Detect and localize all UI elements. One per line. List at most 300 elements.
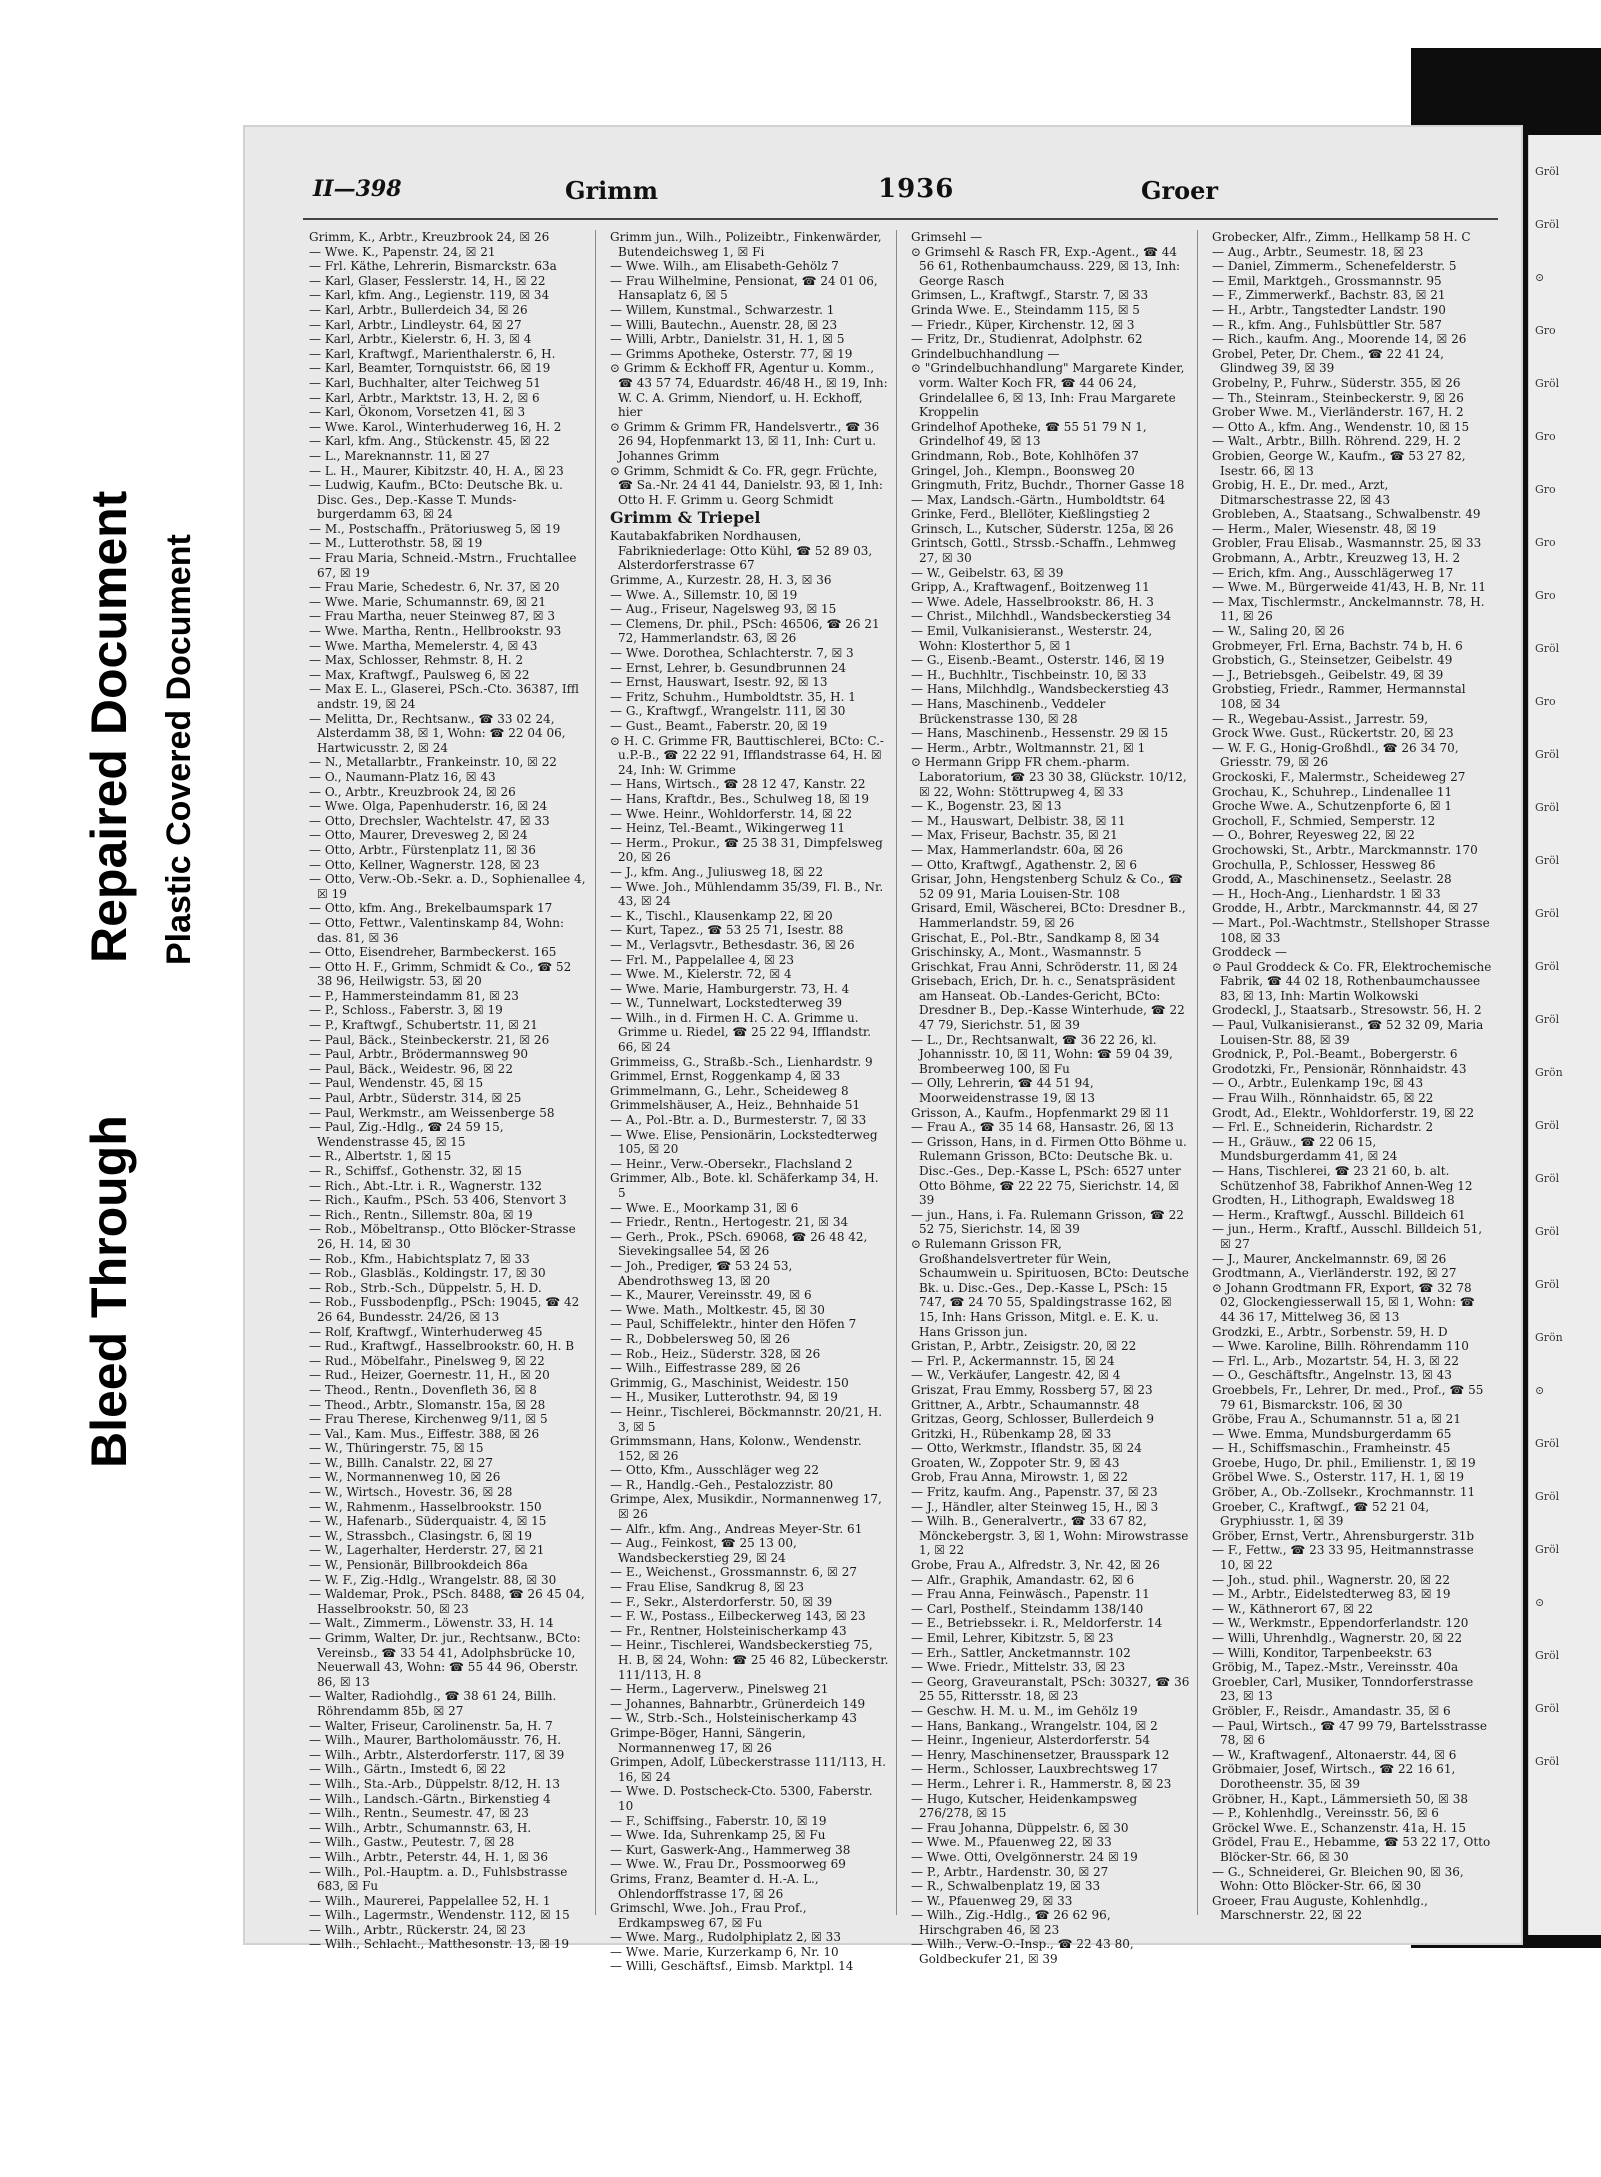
directory-entry: ⊙ Rulemann Grisson FR, Großhandelsvertreter für Wein, Schaumwein u. Spirituosen, BCto: Deutsche Bk. u. Disc.-Ges., Dep.-Kasse L, PSch: 15 747, ☎ 24 70 55, Spaldingstrasse 162, ☒ 15, Inh: Hans Grisson, Mitgl. e. E. K. u. Hans Grisson jun. (911, 1236, 1189, 1339)
directory-entry: — Aug., Feinkost, ☎ 25 13 00, Wandsbeckerstieg 29, ☒ 24 (610, 1536, 797, 1565)
directory-entry: — Max, Hammerlandstr. 60a, ☒ 26 (911, 842, 1124, 857)
directory-entry: — W., Wirtsch., Hovestr. 36, ☒ 28 (309, 1485, 513, 1500)
directory-entry: Grinsch, L., Kutscher, Süderstr. 125a, ☒ 26 (911, 521, 1174, 536)
directory-entry: — W., Thüringerstr. 75, ☒ 15 (309, 1441, 484, 1456)
directory-entry: — W., Strassbch., Clasingstr. 6, ☒ 19 (309, 1528, 533, 1543)
directory-entry: — Walter, Radiohdlg., ☎ 38 61 24, Billh. Röhrendamm 85b, ☒ 27 (309, 1689, 557, 1718)
directory-entry: — O., Geschäftsftr., Angelnstr. 13, ☒ 43 (1212, 1368, 1452, 1383)
directory-entry: Grodd, A., Maschinensetz., Seelastr. 28 (1212, 872, 1452, 887)
directory-entry: — Daniel, Zimmerm., Schenefelderstr. 5 (1212, 259, 1457, 274)
directory-entry: — M., Arbtr., Eidelstedterweg 83, ☒ 19 (1212, 1587, 1451, 1602)
directory-entry: — Emil, Lehrer, Kibitzstr. 5, ☒ 23 (911, 1631, 1114, 1645)
directory-entry: — Frau Therese, Kirchenweg 9/11, ☒ 5 (309, 1412, 548, 1427)
directory-entry: — H., Musiker, Lutterothstr. 94, ☒ 19 (610, 1390, 838, 1405)
directory-entry: Grobig, H. E., Dr. med., Arzt, Ditmarschestrasse 22, ☒ 43 (1212, 478, 1391, 507)
directory-column-1 (303, 230, 596, 1952)
directory-entry: — W., Rahmenm., Hasselbrookstr. 150 (309, 1499, 542, 1514)
directory-entry: — Hugo, Kutscher, Heidenkampsweg 276/278, ☒ 15 (911, 1791, 1138, 1821)
directory-entry: Grockoski, F., Malermstr., Scheideweg 27 (1212, 769, 1466, 784)
directory-entry: — Otto, Werkmstr., Iflandstr. 35, ☒ 24 (911, 1441, 1142, 1456)
directory-entry: — Val., Kam. Mus., Eiffestr. 388, ☒ 26 (309, 1426, 540, 1441)
directory-entry: — Paul, Arbtr., Süderstr. 314, ☒ 25 (309, 1091, 522, 1106)
directory-entry: — Wwe. W., Frau Dr., Possmoorweg 69 (610, 1857, 846, 1872)
adjacent-page-fragment: Gröl (1535, 1649, 1560, 1662)
directory-entry: Grodotzki, Fr., Pensionär, Rönnhaidstr. 43 (1212, 1061, 1467, 1076)
directory-entry: Grodeckl, J., Staatsarb., Stresowstr. 56, H. 2 (1212, 1003, 1482, 1018)
directory-entry: — Wwe. A., Sillemstr. 10, ☒ 19 (610, 587, 798, 602)
directory-entry: — Paul, Bäck., Steinbeckerstr. 21, ☒ 26 (309, 1032, 550, 1047)
directory-entry: — Th., Steinram., Steinbeckerstr. 9, ☒ 26 (1212, 390, 1464, 405)
directory-entry: — L., Mareknannstr. 11, ☒ 27 (309, 448, 490, 463)
directory-entry: — Olly, Lehrerin, ☎ 44 51 94, Moorweidenstrasse 19, ☒ 13 (911, 1076, 1096, 1106)
directory-entry: — K., Bogenstr. 23, ☒ 13 (911, 799, 1062, 814)
directory-entry: Grimm & Triepel (610, 508, 761, 528)
adjacent-page-fragment: Grön (1535, 1066, 1563, 1079)
directory-entry: Grischat, E., Pol.-Btr., Sandkamp 8, ☒ 34 (911, 930, 1160, 945)
directory-entry: Grock Wwe. Gust., Rückertstr. 20, ☒ 23 (1212, 726, 1454, 741)
adjacent-page-fragment: Gröl (1535, 960, 1560, 973)
directory-entry: — Georg, Graveuranstalt, PSch: 30327, ☎ 36 25 55, Rittersstr. 18, ☒ 23 (911, 1674, 1190, 1704)
directory-entry: Grimsehl — (911, 230, 983, 244)
directory-entry: — M., Postschaffn., Prätoriusweg 5, ☒ 19 (309, 521, 561, 536)
directory-entry: — Christ., Milchhdl., Wandsbeckerstieg 34 (911, 609, 1172, 624)
directory-entry: — R., Handlg.-Geh., Pestalozzistr. 80 (610, 1477, 834, 1492)
directory-entry: — Max, Tischlermstr., Anckelmannstr. 78, H. 11, ☒ 26 (1212, 594, 1485, 624)
directory-entry: — Herm., Prokur., ☎ 25 38 31, Dimpfelsweg 20, ☒ 26 (610, 835, 883, 865)
directory-entry: — Johannes, Bahnarbtr., Grünerdeich 149 (610, 1696, 866, 1711)
directory-columns (303, 230, 1498, 1974)
directory-entry: — Mart., Pol.-Wachtmstr., Stellshoper Strasse 108, ☒ 33 (1212, 915, 1490, 945)
directory-entry: — Wwe. Olga, Papenhuderstr. 16, ☒ 24 (309, 799, 548, 814)
directory-entry: — Wwe. Karol., Winterhuderweg 16, H. 2 (309, 419, 562, 434)
adjacent-page-fragment: Gröl (1535, 1702, 1560, 1715)
directory-entry: Grodzki, E., Arbtr., Sorbenstr. 59, H. D (1212, 1324, 1448, 1339)
directory-entry: Gripp, A., Kraftwagenf., Boitzenweg 11 (911, 580, 1150, 595)
adjacent-page-fragment: Gro (1535, 589, 1556, 602)
directory-entry: Groebe, Hugo, Dr. phil., Emilienstr. 1, ☒ 19 (1212, 1455, 1476, 1470)
directory-entry: — Wwe. Math., Moltkestr. 45, ☒ 30 (610, 1302, 825, 1317)
directory-entry: — Gerh., Prok., PSch. 69068, ☎ 26 48 42, Sievekingsallee 54, ☒ 26 (610, 1229, 868, 1259)
directory-entry: — Frau Martha, neuer Steinweg 87, ☒ 3 (309, 609, 555, 624)
directory-entry: — Karl, Beamter, Tornquiststr. 66, ☒ 19 (309, 361, 551, 376)
directory-entry: Grimmer, Alb., Bote. kl. Schäferkamp 34, H. 5 (610, 1171, 879, 1200)
directory-entry: — H., Arbtr., Tangstedter Landstr. 190 (1212, 302, 1446, 317)
directory-entry: — J., Betriebsgeh., Geibelstr. 49, ☒ 39 (1212, 667, 1444, 682)
directory-entry: Grimpen, Adolf, Lübeckerstrasse 111/113, H. 16, ☒ 24 (610, 1755, 886, 1784)
directory-entry: — jun., Hans, i. Fa. Rulemann Grisson, ☎ 22 52 75, Sierichstr. 14, ☒ 39 (911, 1207, 1184, 1237)
directory-entry: — Wwe. Marie, Kurzerkamp 6, Nr. 10 (610, 1944, 839, 1959)
directory-entry: Grobelny, P., Fuhrw., Süderstr. 355, ☒ 26 (1212, 375, 1461, 390)
directory-entry: — Joh., Prediger, ☎ 53 24 53, Abendrothsweg 13, ☒ 20 (610, 1258, 793, 1288)
directory-entry: — Otto H. F., Grimm, Schmidt & Co., ☎ 52 38 96, Heilwigstr. 53, ☒ 20 (309, 959, 572, 989)
directory-entry: — Rud., Heizer, Goernestr. 11, H., ☒ 20 (309, 1368, 550, 1383)
directory-entry: Grodtmann, A., Vierländerstr. 192, ☒ 27 (1212, 1266, 1457, 1281)
directory-entry: — Hans, Maschinenb., Hessenstr. 29 ☒ 15 (911, 726, 1169, 741)
directory-entry: ⊙ "Grindelbuchhandlung" Margarete Kinder, vorm. Walter Koch FR, ☎ 44 06 24, Grindelallee 6, ☒ 13, Inh: Frau Margarete Kroppelin (911, 361, 1185, 420)
directory-entry: — Karl, Arbtr., Bullerdeich 34, ☒ 26 (309, 302, 528, 317)
directory-entry: Grodten, H., Lithograph, Ewaldsweg 18 (1212, 1193, 1455, 1208)
adjacent-page-fragment: Gröl (1535, 1225, 1560, 1238)
directory-entry: Grinda Wwe. E., Steindamm 115, ☒ 5 (911, 302, 1140, 317)
directory-entry: — Wwe. Emma, Mundsburgerdamm 65 (1212, 1426, 1452, 1441)
directory-entry: — Wilh., Arbtr., Rückerstr. 24, ☒ 23 (309, 1922, 526, 1937)
directory-entry: — Hans, Kraftdr., Bes., Schulweg 18, ☒ 19 (610, 791, 869, 806)
directory-entry: Grobe, Frau A., Alfredstr. 3, Nr. 42, ☒ 26 (911, 1558, 1160, 1573)
directory-entry: — W., Hafenarb., Süderquaistr. 4, ☒ 15 (309, 1514, 547, 1529)
adjacent-page-fragment: Gröl (1535, 1755, 1560, 1768)
directory-entry: — Otto, Drechsler, Wachtelstr. 47, ☒ 33 (309, 813, 550, 828)
directory-entry: Grimmig, G., Maschinist, Weidestr. 150 (610, 1375, 849, 1390)
directory-entry: — Rob., Fussbodenpflg., PSch: 19045, ☎ 42 26 64, Bundesstr. 24/26, ☒ 13 (309, 1295, 580, 1324)
directory-entry: — Fritz, kaufm. Ang., Papenstr. 37, ☒ 23 (911, 1485, 1158, 1500)
adjacent-page-fragment: Gröl (1535, 1119, 1560, 1132)
adjacent-page-edge (1528, 135, 1601, 1935)
directory-entry: Grimmelshäuser, A., Heiz., Behnhaide 51 (610, 1098, 861, 1113)
directory-entry: — Wwe. K., Papenstr. 24, ☒ 21 (309, 244, 496, 259)
adjacent-page-fragment: Gro (1535, 536, 1556, 549)
directory-entry: — Frau Johanna, Düppelstr. 6, ☒ 30 (911, 1820, 1129, 1835)
adjacent-page-fragment: Gro (1535, 695, 1556, 708)
directory-entry: — Wwe. Martha, Memelerstr. 4, ☒ 43 (309, 638, 538, 653)
directory-entry: — Wwe. Heinr., Wohldorferstr. 14, ☒ 22 (610, 806, 853, 821)
directory-entry: — Max, Landsch.-Gärtn., Humboldtstr. 64 (911, 492, 1166, 507)
directory-entry: — L., Dr., Rechtsanwalt, ☎ 36 22 26, kl. Johannisstr. 10, ☒ 11, Wohn: ☎ 59 04 39, Brombeerweg 100, ☒ Fu (911, 1032, 1173, 1076)
directory-entry: — Herm., Arbtr., Woltmannstr. 21, ☒ 1 (911, 740, 1146, 755)
adjacent-page-fragment: Gröl (1535, 1172, 1560, 1185)
directory-entry: Grodde, H., Arbtr., Marckmannstr. 44, ☒ 27 (1212, 901, 1479, 916)
directory-entry: Grodnick, P., Pol.-Beamt., Bobergerstr. 6 (1212, 1047, 1458, 1062)
directory-entry: — Paul, Vulkanisieranst., ☎ 52 32 09, Maria Louisen-Str. 88, ☒ 39 (1212, 1018, 1484, 1047)
directory-entry: Grödel, Frau E., Hebamme, ☎ 53 22 17, Otto Blöcker-Str. 66, ☒ 30 (1212, 1835, 1491, 1864)
directory-entry: — Rud., Kraftwgf., Hasselbrookstr. 60, H. B (309, 1339, 575, 1354)
directory-entry: — Grimm, Walter, Dr. jur., Rechtsanw., BCto: Vereinsb., ☎ 33 54 41, Adolphsbrücke 10, Neuerwall 43, Wohn: ☎ 55 44 96, Oberstr. 86, ☒ 13 (309, 1631, 581, 1689)
directory-entry: Grobien, George W., Kaufm., ☎ 53 27 82, Isestr. 66, ☒ 13 (1212, 448, 1466, 478)
adjacent-page-fragment: Gröl (1535, 1543, 1560, 1556)
directory-entry: Grintsch, Gottl., Strssb.-Schaffn., Lehmweg 27, ☒ 30 (911, 536, 1177, 566)
directory-entry: Gröber, A., Ob.-Zollsekr., Krochmannstr. 11 (1212, 1485, 1476, 1500)
directory-entry: — Paul, Wirtsch., ☎ 47 99 79, Bartelsstrasse 78, ☒ 6 (1212, 1718, 1488, 1748)
directory-entry: — Friedr., Rentn., Hertogestr. 21, ☒ 34 (610, 1215, 849, 1230)
scanned-directory-page (243, 125, 1523, 1974)
directory-entry: — Wilh., Rentn., Seumestr. 47, ☒ 23 (309, 1806, 529, 1821)
directory-entry: — Wwe. E., Moorkamp 31, ☒ 6 (610, 1200, 799, 1215)
directory-column-4 (1206, 230, 1498, 1923)
directory-entry: Grinke, Ferd., Blellöter, Kießlingstieg 2 (911, 507, 1151, 522)
directory-entry: — P., Hammersteindamm 81, ☒ 23 (309, 988, 519, 1003)
top-margin (0, 0, 1600, 48)
directory-entry: — Wilh., Maurerei, Pappelallee 52, H. 1 (309, 1893, 551, 1908)
directory-entry: — H., Buchhltr., Tischbeinstr. 10, ☒ 33 (911, 667, 1147, 682)
adjacent-page-fragment: ⊙ (1535, 1384, 1545, 1397)
directory-entry: — Rob., Strb.-Sch., Düppelstr. 5, H. D. (309, 1280, 542, 1295)
directory-entry: — N., Metallarbtr., Frankeinstr. 10, ☒ 22 (309, 755, 557, 770)
directory-column-2 (604, 230, 897, 1974)
directory-entry: — Theod., Rentn., Dovenfleth 36, ☒ 8 (309, 1382, 537, 1397)
directory-entry: Grober Wwe. M., Vierländerstr. 167, H. 2 (1212, 405, 1464, 420)
directory-entry: — Waldemar, Prok., PSch. 8488, ☎ 26 45 04, Hasselbrookstr. 50, ☒ 23 (309, 1587, 585, 1616)
directory-entry: Gröckel Wwe. E., Schanzenstr. 41a, H. 15 (1212, 1820, 1466, 1835)
directory-entry: — Max, Schlosser, Rehmstr. 8, H. 2 (309, 653, 524, 668)
directory-entry: — J., Händler, alter Steinweg 15, H., ☒ 3 (911, 1499, 1159, 1514)
directory-entry: — Wilh., Arbtr., Alsterdorferstr. 117, ☒ 39 (309, 1747, 565, 1762)
directory-entry: — Emil, Vulkanisieranst., Westerstr. 24, Wohn: Klosterthor 5, ☒ 1 (911, 624, 1153, 653)
directory-entry: Grimsen, L., Kraftwgf., Starstr. 7, ☒ 33 (911, 288, 1149, 303)
directory-entry: — Frau Elise, Sandkrug 8, ☒ 23 (610, 1580, 805, 1595)
directory-entry: — Frl. M., Pappelallee 4, ☒ 23 (610, 952, 795, 967)
directory-entry: Grobel, Peter, Dr. Chem., ☎ 22 41 24, Glindweg 39, ☒ 39 (1212, 346, 1444, 376)
directory-entry: — Wwe. Wilh., am Elisabeth-Gehölz 7 (610, 259, 839, 274)
directory-entry: — W., Käthnerort 67, ☒ 22 (1212, 1601, 1374, 1616)
directory-entry: Grindelhof Apotheke, ☎ 55 51 79 N 1, Grindelhof 49, ☒ 13 (911, 419, 1147, 449)
directory-entry: ⊙ Hermann Gripp FR chem.-pharm. Laboratorium, ☎ 23 30 38, Glückstr. 10/12, ☒ 22, Wohn: Stöttrupweg 4, ☒ 33 (911, 755, 1187, 799)
directory-entry: Grims, Franz, Beamter d. H.-A. L., Ohlendorffstrasse 17, ☒ 26 (610, 1871, 819, 1901)
directory-entry: — Karl, Arbtr., Kielerstr. 6, H. 3, ☒ 4 (309, 332, 532, 347)
adjacent-page-fragment: ⊙ (1535, 271, 1545, 284)
adjacent-page-fragment: Gröl (1535, 854, 1560, 867)
directory-entry: Grimm, K., Arbtr., Kreuzbrook 24, ☒ 26 (309, 230, 550, 244)
directory-entry: — Wwe. Martha, Rentn., Hellbrookstr. 93 (309, 624, 562, 639)
directory-entry: — W., Tunnelwart, Lockstedterweg 39 (610, 996, 842, 1011)
directory-entry: — Ludwig, Kaufm., BCto: Deutsche Bk. u. Disc. Ges., Dep.-Kasse T. Munds-burgerdamm 63, ☒ 24 (309, 478, 563, 522)
directory-entry: Groeber, C., Kraftwgf., ☎ 52 21 04, Gryphiusstr. 1, ☒ 39 (1212, 1499, 1430, 1529)
directory-entry: — Willi, Konditor, Tarpenbeekstr. 63 (1212, 1645, 1433, 1660)
directory-entry: — Otto, Kellner, Wagnerstr. 128, ☒ 23 (309, 857, 540, 872)
directory-entry: — R., Schwalbenplatz 19, ☒ 33 (911, 1879, 1101, 1894)
adjacent-page-fragment: Gro (1535, 430, 1556, 443)
directory-entry: — Max, Kraftwgf., Paulsweg 6, ☒ 22 (309, 667, 530, 682)
adjacent-page-fragment: Gro (1535, 483, 1556, 496)
directory-entry: — Rich., Abt.-Ltr. i. R., Wagnerstr. 132 (309, 1178, 543, 1193)
directory-entry: Grischinsky, A., Mont., Wasmannstr. 5 (911, 945, 1142, 960)
year-heading: 1936 (878, 174, 955, 204)
directory-entry: — Frau Marie, Schedestr. 6, Nr. 37, ☒ 20 (309, 580, 560, 595)
adjacent-page-fragment: Gro (1535, 324, 1556, 337)
directory-entry: — Karl, Arbtr., Lindleystr. 64, ☒ 27 (309, 317, 522, 332)
adjacent-page-fragment: Gröl (1535, 642, 1560, 655)
directory-entry: Grindmann, Rob., Bote, Kohlhöfen 37 (911, 448, 1139, 463)
directory-entry: — Frau Wilh., Rönnhaidstr. 65, ☒ 22 (1212, 1091, 1434, 1106)
directory-entry: — Paul, Bäck., Weidestr. 96, ☒ 22 (309, 1061, 513, 1076)
directory-entry: — Willi, Bautechn., Auenstr. 28, ☒ 23 (610, 317, 838, 332)
directory-entry: — Grimms Apotheke, Osterstr. 77, ☒ 19 (610, 346, 853, 361)
directory-entry: — P., Arbtr., Hardenstr. 30, ☒ 27 (911, 1864, 1109, 1879)
directory-entry: — Wilh., Verw.-O.-Insp., ☎ 22 43 80, Goldbeckufer 21, ☒ 39 (911, 1937, 1134, 1967)
directory-entry: — Wilh., Gastw., Peutestr. 7, ☒ 28 (309, 1835, 515, 1850)
directory-entry: — Otto A., kfm. Ang., Wendenstr. 10, ☒ 15 (1212, 419, 1470, 434)
directory-entry: — E., Weichenst., Grossmannstr. 6, ☒ 27 (610, 1565, 858, 1580)
directory-entry: — Walt., Arbtr., Billh. Röhrend. 229, H. 2 (1212, 434, 1461, 449)
directory-entry: — Otto, Kfm., Ausschläger weg 22 (610, 1463, 820, 1478)
directory-entry: — Wilh., Landsch.-Gärtn., Birkenstieg 4 (309, 1791, 551, 1806)
directory-entry: — R., Wegebau-Assist., Jarrestr. 59, (1212, 711, 1429, 726)
document-condition-labels (0, 460, 215, 1520)
adjacent-page-fragment: Gröl (1535, 801, 1560, 814)
directory-entry: — W., Pensionär, Billbrookdeich 86a (309, 1558, 528, 1573)
directory-entry: Grocholl, F., Schmied, Semperstr. 12 (1212, 813, 1436, 828)
directory-entry: Griszat, Frau Emmy, Rossberg 57, ☒ 23 (911, 1382, 1153, 1397)
directory-entry: Gröbner, H., Kapt., Lämmersieth 50, ☒ 38 (1212, 1791, 1469, 1806)
directory-entry: — Otto, Eisendreher, Barmbeckerst. 165 (309, 945, 557, 960)
directory-entry: — Karl, Ökonom, Vorsetzen 41, ☒ 3 (309, 405, 526, 420)
directory-entry: — M., Lutterothstr. 58, ☒ 19 (309, 536, 483, 551)
directory-entry: — F., Fettw., ☎ 23 33 95, Heitmannstrasse 10, ☒ 22 (1212, 1543, 1474, 1573)
directory-entry: — Otto, Arbtr., Fürstenplatz 11, ☒ 36 (309, 842, 536, 857)
directory-entry: — Rolf, Kraftwgf., Winterhuderweg 45 (309, 1324, 543, 1339)
directory-entry: — W., Werkmstr., Eppendorferlandstr. 120 (1212, 1616, 1469, 1631)
directory-entry: ⊙ Grimsehl & Rasch FR, Exp.-Agent., ☎ 44 56 61, Rothenbaumchauss. 229, ☒ 13, Inh: George Rasch (911, 244, 1181, 288)
directory-entry: — Frl. L., Arb., Mozartstr. 54, H. 3, ☒ 22 (1212, 1353, 1459, 1368)
directory-entry: Grimpe-Böger, Hanni, Sängerin, Normannenweg 17, ☒ 26 (610, 1725, 806, 1755)
directory-entry: ⊙ Johann Grodtmann FR, Export, ☎ 32 78 02, Glockengiesserwall 15, ☒ 1, Wohn: ☎ 44 36 17, Mittelweg 36, ☒ 13 (1212, 1280, 1475, 1324)
directory-entry: — Willi, Arbtr., Danielstr. 31, H. 1, ☒ 5 (610, 332, 845, 347)
directory-entry: ⊙ Paul Groddeck & Co. FR, Elektrochemische Fabrik, ☎ 44 02 18, Rothenbaumchaussee 83, ☒ 13, Inh: Martin Wolkowski (1212, 959, 1492, 1003)
directory-entry: — G., Eisenb.-Beamt., Osterstr. 146, ☒ 19 (911, 653, 1165, 668)
directory-entry: — Geschw. H. M. u. M., im Gehölz 19 (911, 1703, 1138, 1718)
directory-entry: Gristan, P., Arbtr., Zeisigstr. 20, ☒ 22 (911, 1339, 1137, 1354)
directory-entry: — Willem, Kunstmal., Schwarzestr. 1 (610, 302, 835, 317)
directory-entry: — K., Maurer, Vereinsstr. 49, ☒ 6 (610, 1288, 812, 1303)
directory-entry: — Rob., Kfm., Habichtsplatz 7, ☒ 33 (309, 1251, 530, 1266)
directory-entry: — Carl, Posthelf., Steindamm 138/140 (911, 1601, 1144, 1616)
directory-entry: — Hans, Tischlerei, ☎ 23 21 60, b. alt. Schützenhof 38, Fabrikhof Annen-Weg 12 (1212, 1164, 1473, 1193)
directory-entry: Groche Wwe. A., Schutzenpforte 6, ☒ 1 (1212, 799, 1453, 814)
directory-entry: — Otto, Maurer, Drevesweg 2, ☒ 24 (309, 828, 528, 843)
directory-entry: — W., Strb.-Sch., Holsteinischerkamp 43 (610, 1711, 857, 1726)
directory-entry: — Herm., Lehrer i. R., Hammerstr. 8, ☒ 23 (911, 1776, 1172, 1791)
directory-entry: — Aug., Arbtr., Seumestr. 18, ☒ 23 (1212, 244, 1424, 259)
directory-entry: — Wwe. Joh., Mühlendamm 35/39, Fl. B., Nr. 43, ☒ 24 (610, 879, 884, 909)
directory-entry: — W., Saling 20, ☒ 26 (1212, 624, 1345, 639)
plastic-covered-label: Plastic Covered Document (160, 534, 198, 965)
directory-entry: — Paul, Zig.-Hdlg., ☎ 24 59 15, Wendenstrasse 45, ☒ 15 (309, 1120, 504, 1149)
directory-entry: — Clemens, Dr. phil., PSch: 46506, ☎ 26 21 72, Hammerlandstr. 63, ☒ 26 (610, 616, 880, 646)
directory-entry: — Rob., Möbeltransp., Otto Blöcker-Strasse 26, H. 14, ☒ 30 (309, 1222, 576, 1251)
directory-entry: — F., Zimmerwerkf., Bachstr. 83, ☒ 21 (1212, 288, 1446, 303)
directory-entry: — W., Lagerhalter, Herderstr. 27, ☒ 21 (309, 1543, 545, 1558)
right-running-head: Groer (1141, 176, 1219, 205)
directory-entry: — Heinr., Tischlerei, Böckmannstr. 20/21, H. 3, ☒ 5 (610, 1404, 883, 1434)
directory-entry: Grimmsmann, Hans, Kolonw., Wendenstr. 152, ☒ 26 (610, 1434, 862, 1463)
directory-entry: Grimmeiss, G., Straßb.-Sch., Lienhardstr. 9 (610, 1054, 873, 1069)
directory-entry: — Ernst, Hauswart, Isestr. 92, ☒ 13 (610, 675, 828, 690)
directory-entry: — jun., Herm., Kraftf., Ausschl. Billdeich 51, ☒ 27 (1212, 1222, 1483, 1251)
directory-entry: Grisson, A., Kaufm., Hopfenmarkt 29 ☒ 11 (911, 1105, 1171, 1120)
directory-entry: — Wwe. D. Postscheck-Cto. 5300, Faberstr. 10 (610, 1784, 873, 1813)
directory-entry: — O., Bohrer, Reyesweg 22, ☒ 22 (1212, 828, 1415, 843)
directory-entry: Grobler, Frau Elisab., Wasmannstr. 25, ☒ 33 (1212, 536, 1482, 551)
directory-entry: — O., Arbtr., Kreuzbrook 24, ☒ 26 (309, 784, 516, 799)
directory-entry: Grochau, K., Schuhrep., Lindenallee 11 (1212, 784, 1453, 799)
directory-entry: Grimmelmann, G., Lehr., Scheideweg 8 (610, 1083, 849, 1098)
directory-entry: — Walter, Friseur, Carolinenstr. 5a, H. 7 (309, 1718, 553, 1733)
directory-entry: — F., Schiffsing., Faberstr. 10, ☒ 19 (610, 1813, 827, 1828)
adjacent-page-fragment: Gröl (1535, 907, 1560, 920)
directory-entry: — Frau Anna, Feinwäsch., Papenstr. 11 (911, 1587, 1150, 1602)
directory-entry: — Rich., kaufm. Ang., Moorende 14, ☒ 26 (1212, 332, 1467, 347)
directory-entry: — Rob., Glasbläs., Koldingstr. 17, ☒ 30 (309, 1266, 546, 1281)
directory-entry: — Karl, Kraftwgf., Marienthalerstr. 6, H. (309, 346, 556, 361)
directory-entry: — A., Pol.-Btr. a. D., Burmesterstr. 7, ☒ 33 (610, 1113, 867, 1128)
directory-entry: Groddeck — (1212, 945, 1287, 960)
directory-entry: — Wilh., Zig.-Hdlg., ☎ 26 62 96, Hirschgraben 46, ☒ 23 (911, 1908, 1111, 1937)
directory-entry: — Fritz, Dr., Studienrat, Adolphstr. 62 (911, 332, 1143, 347)
directory-entry: — Wwe. Otti, Ovelgönnerstr. 24 ☒ 19 (911, 1849, 1138, 1864)
directory-entry: — L. H., Maurer, Kibitzstr. 40, H. A., ☒ 23 (309, 463, 564, 478)
directory-entry: — Karl, Arbtr., Marktstr. 13, H. 2, ☒ 6 (309, 390, 540, 405)
directory-entry: — Herm., Lagerverw., Pinelsweg 21 (610, 1682, 829, 1697)
directory-entry: Grittner, A., Arbtr., Schaumannstr. 48 (911, 1397, 1140, 1412)
directory-entry: — Wwe. M., Kielerstr. 72, ☒ 4 (610, 967, 792, 982)
directory-entry: — Hans, Maschinenb., Veddeler Brückenstrasse 130, ☒ 28 (911, 697, 1106, 726)
directory-entry: Grisebach, Erich, Dr. h. c., Senatspräsident am Hanseat. Ob.-Landes-Gericht, BCto: Dresdner B., Dep.-Kasse Winterhude, ☎ 22 47 79, Sierichstr. 51, ☒ 39 (911, 974, 1185, 1033)
directory-entry: — Wilh., in d. Firmen H. C. A. Grimme u. Grimme u. Riedel, ☎ 25 22 94, Ifflandstr. 66, ☒ 24 (610, 1010, 872, 1055)
directory-entry: — Alfr., Graphik, Amandastr. 62, ☒ 6 (911, 1572, 1135, 1587)
directory-entry: — Gust., Beamt., Faberstr. 20, ☒ 19 (610, 719, 828, 733)
directory-entry: — Wilh., Eiffestrasse 289, ☒ 26 (610, 1361, 801, 1376)
directory-entry: — Karl, kfm. Ang., Legienstr. 119, ☒ 34 (309, 288, 550, 303)
directory-entry: — W. F., Zig.-Hdlg., Wrangelstr. 88, ☒ 30 (309, 1572, 557, 1587)
directory-entry: — W., Kraftwagenf., Altonaerstr. 44, ☒ 6 (1212, 1747, 1457, 1762)
repaired-document-label: Repaired Document (81, 490, 137, 963)
directory-entry: Gröbe, Frau A., Schumannstr. 51 a, ☒ 21 (1212, 1412, 1461, 1427)
directory-entry: — P., Kohlenhdlg., Vereinsstr. 56, ☒ 6 (1212, 1806, 1439, 1821)
directory-column-3 (905, 230, 1198, 1967)
directory-entry: — R., Albertstr. 1, ☒ 15 (309, 1149, 452, 1164)
directory-entry: — H., Schiffsmaschin., Framheinstr. 45 (1212, 1441, 1451, 1456)
directory-entry: — Otto, Verw.-Ob.-Sekr. a. D., Sophienallee 4, ☒ 19 (309, 872, 586, 901)
directory-entry: Grindelbuchhandlung — (911, 346, 1060, 361)
directory-entry: — G., Schneiderei, Gr. Bleichen 90, ☒ 36, Wohn: Otto Blöcker-Str. 66, ☒ 30 (1212, 1864, 1464, 1894)
directory-entry: — Heinr., Tischlerei, Wandsbeckerstieg 75, H. B, ☒ 24, Wohn: ☎ 25 46 82, Lübeckerstr. 111/113, H. 8 (610, 1638, 889, 1682)
directory-entry: — Theod., Arbtr., Slomanstr. 15a, ☒ 28 (309, 1397, 546, 1412)
adjacent-page-fragment: Gröl (1535, 1437, 1560, 1450)
directory-entry: — Wilh., Arbtr., Peterstr. 44, H. 1, ☒ 36 (309, 1849, 548, 1864)
directory-entry: Grisard, Emil, Wäscherei, BCto: Dresdner B., Hammerlandstr. 59, ☒ 26 (911, 901, 1186, 930)
directory-entry: — Melitta, Dr., Rechtsanw., ☎ 33 02 24, Alsterdamm 38, ☒ 1, Wohn: ☎ 22 04 06, Hartwicusstr. 2, ☒ 24 (309, 711, 566, 755)
directory-entry: — Wilh., Lagermstr., Wendenstr. 112, ☒ 15 (309, 1908, 570, 1923)
directory-entry: — Otto, kfm. Ang., Brekelbaumspark 17 (309, 901, 553, 916)
directory-entry: — P., Kraftwgf., Schubertstr. 11, ☒ 21 (309, 1018, 538, 1033)
directory-entry: — Wilh., Maurer, Bartholomäusstr. 76, H. (309, 1733, 562, 1748)
directory-entry: Groaten, W., Zoppoter Str. 9, ☒ 43 (911, 1455, 1120, 1470)
directory-entry: — Wwe. M., Bürgerweide 41/43, H. B, Nr. 11 (1212, 580, 1487, 595)
directory-entry: — Paul, Wendenstr. 45, ☒ 15 (309, 1076, 484, 1091)
directory-entry: Grodt, Ad., Elektr., Wohldorferstr. 19, ☒ 22 (1212, 1105, 1475, 1120)
directory-entry: — O., Arbtr., Eulenkamp 19c, ☒ 43 (1212, 1076, 1424, 1091)
directory-entry: — Hans, Wirtsch., ☎ 28 12 47, Kanstr. 22 (610, 777, 866, 792)
directory-entry: — E., Betriebssekr. i. R., Meldorferstr. 14 (911, 1616, 1163, 1631)
directory-entry: — Frau A., ☎ 35 14 68, Hansastr. 26, ☒ 13 (911, 1120, 1174, 1135)
directory-entry: — P., Schloss., Faberstr. 3, ☒ 19 (309, 1003, 503, 1018)
directory-entry: — Frl. Käthe, Lehrerin, Bismarckstr. 63a (309, 259, 557, 274)
directory-entry: — Alfr., kfm. Ang., Andreas Meyer-Str. 61 (610, 1521, 863, 1536)
directory-entry: — Wilh. B., Generalvertr., ☎ 33 67 82, Mönckebergstr. 3, ☒ 1, Wohn: Mirowstrasse 1, ☒ 22 (911, 1514, 1189, 1558)
directory-entry: Gringmuth, Fritz, Buchdr., Thorner Gasse 18 (911, 478, 1185, 493)
directory-entry: ⊙ Grimm & Eckhoff FR, Agentur u. Komm., ☎ 43 57 74, Eduardstr. 46/48 H., ☒ 19, Inh: W. C. A. Grimm, Niendorf, u. H. Eckhoff, hier (610, 361, 888, 420)
directory-entry: — Paul, Werkmstr., am Weissenberge 58 (309, 1105, 555, 1120)
directory-entry: — Frl. E., Schneiderin, Richardstr. 2 (1212, 1120, 1434, 1135)
directory-entry: — Paul, Schiffelektr., hinter den Höfen 7 (610, 1317, 857, 1332)
directory-entry: — F., Sekr., Alsterdorferstr. 50, ☒ 39 (610, 1594, 833, 1609)
directory-entry: Gröbler, F., Reisdr., Amandastr. 35, ☒ 6 (1212, 1703, 1451, 1718)
directory-entry: Grimme, A., Kurzestr. 28, H. 3, ☒ 36 (610, 573, 832, 588)
directory-entry: — Frau Maria, Schneid.-Mstrn., Fruchtallee 67, ☒ 19 (309, 551, 577, 580)
directory-entry: — Wilh., Pol.-Hauptm. a. D., Fuhlsbstrasse 683, ☒ Fu (309, 1864, 568, 1894)
directory-entry: Groebler, Carl, Musiker, Tonndorferstrasse 23, ☒ 13 (1212, 1674, 1474, 1704)
directory-entry: — Herm., Schlosser, Lauxbrechtsweg 17 (911, 1762, 1158, 1777)
directory-entry: ⊙ Grimm, Schmidt & Co. FR, gegr. Früchte, ☎ Sa.-Nr. 24 41 44, Danielstr. 93, ☒ 1, Inh: Otto H. F. Grimm u. Georg Schmidt (610, 463, 883, 507)
directory-entry: — M., Hauswart, Delbistr. 38, ☒ 11 (911, 813, 1126, 828)
